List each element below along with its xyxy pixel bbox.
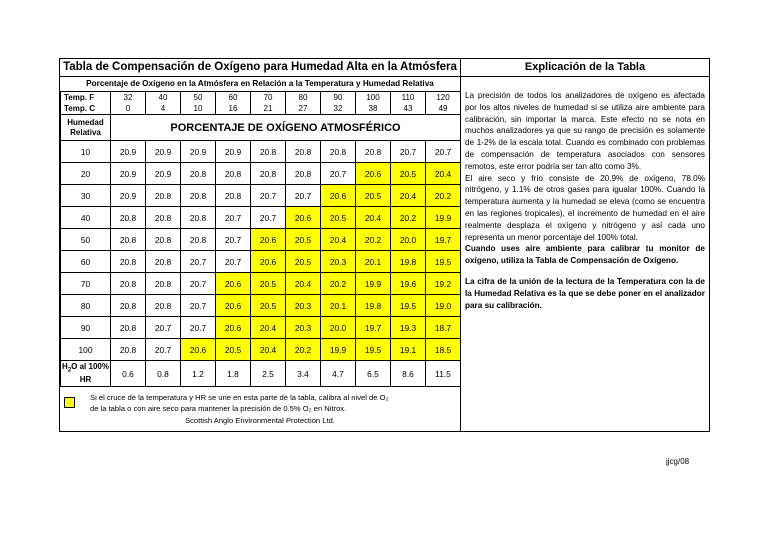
oxygen-compensation-table (60, 91, 461, 387)
oxygen-value-cell: 18.7 (426, 317, 461, 339)
oxygen-value-cell: 20.6 (181, 339, 216, 361)
oxygen-value-cell: 20.5 (216, 339, 251, 361)
explanation-paragraph-1: La precisión de todos los analizadores de oxígeno es afectada por los altos niveles de humedad si se utiliza aire ambiente para calibración, sin importar la marca. Este efecto no se nota en muchos analizadores ya que su rango de precisión es solamente de 1-2% de la escala total. Cuando es combinado con problemas de compensación de temperatura asociados con sensores remotos, este error podría ser tan alto como 3%. (465, 91, 705, 171)
oxygen-value-cell: 20.7 (181, 251, 216, 273)
temp-c-cell: 4 (146, 103, 181, 115)
explanation-paragraph-4: La cifra de la unión de la lectura de la Temperatura con la de la Humedad Relativa es la que se debe poner en el analizador para su calibración. (465, 276, 705, 310)
organization-credit: Scottish Anglo Environmental Protection Ltd. (185, 416, 335, 425)
temp-f-cell: 40 (146, 92, 181, 104)
oxygen-value-cell: 19.5 (426, 251, 461, 273)
oxygen-value-cell: 20.9 (111, 163, 146, 185)
oxygen-value-cell: 20.7 (216, 251, 251, 273)
oxygen-value-cell: 20.8 (216, 163, 251, 185)
oxygen-value-cell: 20.9 (146, 163, 181, 185)
legend-text-line2: de la tabla o con aire seco para mantener la precisión de 0.5% O₂ en Nitrox. (90, 404, 347, 413)
table-row (61, 185, 461, 207)
temp-c-cell: 43 (391, 103, 426, 115)
h2o-label (61, 361, 111, 387)
oxygen-value-cell: 20.2 (356, 229, 391, 251)
oxygen-value-cell: 20.5 (286, 251, 321, 273)
oxygen-value-cell: 20.8 (111, 207, 146, 229)
oxygen-value-cell: 20.8 (356, 141, 391, 163)
temp-c-cell: 38 (356, 103, 391, 115)
oxygen-value-cell: 19.5 (356, 339, 391, 361)
oxygen-value-cell: 20.6 (251, 251, 286, 273)
oxygen-value-cell: 19.9 (356, 273, 391, 295)
oxygen-value-cell: 20.7 (216, 229, 251, 251)
header-row (61, 115, 461, 141)
temp-f-cell: 100 (356, 92, 391, 104)
oxygen-value-cell: 20.4 (356, 207, 391, 229)
oxygen-value-cell: 20.2 (426, 185, 461, 207)
oxygen-value-cell: 20.0 (391, 229, 426, 251)
legend (60, 390, 460, 431)
oxygen-value-cell: 20.8 (216, 185, 251, 207)
oxygen-value-cell: 20.8 (111, 273, 146, 295)
temp-c-cell: 21 (251, 103, 286, 115)
oxygen-value-cell: 19.8 (391, 251, 426, 273)
temp-f-cell: 50 (181, 92, 216, 104)
oxygen-value-cell: 20.5 (251, 273, 286, 295)
oxygen-value-cell: 20.4 (251, 339, 286, 361)
temp-f-cell: 60 (216, 92, 251, 104)
h2o-value-cell: 11.5 (426, 361, 461, 387)
temp-c-label: Temp. C (61, 103, 111, 115)
compensation-sheet (59, 58, 710, 432)
oxygen-value-cell: 20.4 (426, 163, 461, 185)
oxygen-value-cell: 20.2 (321, 273, 356, 295)
oxygen-value-cell: 20.8 (181, 229, 216, 251)
oxygen-value-cell: 20.6 (216, 295, 251, 317)
oxygen-value-cell: 20.1 (321, 295, 356, 317)
oxygen-value-cell: 20.8 (146, 251, 181, 273)
oxygen-value-cell: 20.8 (181, 163, 216, 185)
oxygen-value-cell: 20.8 (181, 185, 216, 207)
oxygen-value-cell: 20.8 (286, 163, 321, 185)
oxygen-value-cell: 20.8 (111, 295, 146, 317)
temp-c-cell: 10 (181, 103, 216, 115)
table-row (61, 229, 461, 251)
oxygen-value-cell: 20.8 (146, 273, 181, 295)
oxygen-value-cell: 18.5 (426, 339, 461, 361)
page-title: Tabla de Compensación de Oxígeno para Humedad Alta en la Atmósfera (60, 59, 460, 77)
oxygen-value-cell: 20.8 (111, 229, 146, 251)
table-row (61, 295, 461, 317)
oxygen-value-cell: 20.8 (181, 207, 216, 229)
oxygen-value-cell: 19.7 (426, 229, 461, 251)
temp-f-cell: 70 (251, 92, 286, 104)
humidity-cell: 100 (61, 339, 111, 361)
h2o-value-cell: 2.5 (251, 361, 286, 387)
oxygen-value-cell: 20.9 (146, 141, 181, 163)
oxygen-value-cell: 20.6 (286, 207, 321, 229)
temp-f-label: Temp. F (61, 92, 111, 104)
oxygen-value-cell: 20.3 (286, 317, 321, 339)
oxygen-value-cell: 20.4 (391, 185, 426, 207)
temp-f-cell: 110 (391, 92, 426, 104)
h2o-value-cell: 4.7 (321, 361, 356, 387)
oxygen-value-cell: 20.7 (146, 339, 181, 361)
temp-c-row (61, 103, 461, 115)
temp-c-cell: 32 (321, 103, 356, 115)
table-row (61, 141, 461, 163)
humidity-cell: 40 (61, 207, 111, 229)
h2o-label-rest: O al 100% HR (71, 361, 109, 385)
oxygen-value-cell: 20.6 (321, 185, 356, 207)
oxygen-value-cell: 20.5 (286, 229, 321, 251)
h2o-value-cell: 8.6 (391, 361, 426, 387)
oxygen-value-cell: 20.8 (111, 251, 146, 273)
explanation-body (465, 90, 705, 311)
explanation-paragraph-2: El aire seco y frío consiste de 20.9% de oxígeno, 78.0% nitrógeno, y 1.1% de otros gases para igualar 100%. Cuando la temperatura aumenta y la humedad se eleva (como se encuentra en las regiones tropicales), el incremento de humedad en el aire realmente desplaza el oxígeno y nitrógeno y así cada uno representa un menor porcentaje del 100% total. (465, 173, 705, 242)
table-subtitle: Porcentaje de Oxígeno en la Atmósfera en Relación a la Temperatura y Humedad Relativa (60, 77, 460, 92)
oxygen-value-cell: 19.6 (391, 273, 426, 295)
oxygen-value-cell: 20.6 (216, 317, 251, 339)
h2o-value-cell: 0.6 (111, 361, 146, 387)
table-row (61, 251, 461, 273)
oxygen-value-cell: 20.7 (426, 141, 461, 163)
oxygen-value-cell: 19.7 (356, 317, 391, 339)
oxygen-value-cell: 20.8 (146, 207, 181, 229)
oxygen-value-cell: 20.7 (146, 317, 181, 339)
temp-c-cell: 16 (216, 103, 251, 115)
temp-f-cell: 90 (321, 92, 356, 104)
explanation-panel (461, 59, 709, 431)
humidity-header: Humedad Relativa (61, 115, 111, 141)
oxygen-value-cell: 19.5 (391, 295, 426, 317)
oxygen-value-cell: 19.0 (426, 295, 461, 317)
oxygen-value-cell: 20.9 (111, 141, 146, 163)
oxygen-value-cell: 20.7 (391, 141, 426, 163)
oxygen-value-cell: 20.7 (181, 295, 216, 317)
oxygen-value-cell: 19.9 (321, 339, 356, 361)
oxygen-value-cell: 20.6 (216, 273, 251, 295)
oxygen-value-cell: 19.8 (356, 295, 391, 317)
oxygen-value-cell: 20.9 (216, 141, 251, 163)
temp-f-cell: 120 (426, 92, 461, 104)
temp-f-row (61, 92, 461, 104)
humidity-cell: 30 (61, 185, 111, 207)
oxygen-value-cell: 20.2 (391, 207, 426, 229)
oxygen-value-cell: 20.8 (286, 141, 321, 163)
oxygen-value-cell: 20.8 (251, 163, 286, 185)
h2o-label-sub: 2 (67, 367, 72, 374)
oxygen-value-cell: 20.7 (251, 207, 286, 229)
humidity-cell: 70 (61, 273, 111, 295)
humidity-cell: 80 (61, 295, 111, 317)
table-row (61, 273, 461, 295)
oxygen-value-cell: 20.7 (181, 273, 216, 295)
oxygen-value-cell: 20.0 (321, 317, 356, 339)
oxygen-value-cell: 20.7 (181, 317, 216, 339)
oxygen-value-cell: 20.8 (146, 185, 181, 207)
explanation-title: Explicación de la Tabla (461, 59, 709, 77)
oxygen-value-cell: 19.3 (391, 317, 426, 339)
oxygen-value-cell: 20.7 (286, 185, 321, 207)
h2o-row (61, 361, 461, 387)
oxygen-value-cell: 20.2 (286, 339, 321, 361)
table-row (61, 163, 461, 185)
oxygen-value-cell: 20.8 (321, 141, 356, 163)
oxygen-value-cell: 20.3 (321, 251, 356, 273)
humidity-cell: 60 (61, 251, 111, 273)
oxygen-value-cell: 20.7 (216, 207, 251, 229)
oxygen-value-cell: 20.1 (356, 251, 391, 273)
temp-c-cell: 27 (286, 103, 321, 115)
oxygen-value-cell: 20.8 (111, 317, 146, 339)
oxygen-value-cell: 20.3 (286, 295, 321, 317)
temp-c-cell: 0 (111, 103, 146, 115)
oxygen-value-cell: 20.8 (251, 141, 286, 163)
legend-swatch (64, 397, 75, 408)
h2o-value-cell: 1.2 (181, 361, 216, 387)
oxygen-value-cell: 19.1 (391, 339, 426, 361)
table-row (61, 339, 461, 361)
temp-f-cell: 32 (111, 92, 146, 104)
oxygen-value-cell: 20.7 (251, 185, 286, 207)
oxygen-value-cell: 20.5 (251, 295, 286, 317)
oxygen-value-cell: 20.4 (286, 273, 321, 295)
temp-f-cell: 80 (286, 92, 321, 104)
oxygen-value-cell: 20.6 (251, 229, 286, 251)
oxygen-value-cell: 20.9 (111, 185, 146, 207)
oxygen-value-cell: 20.8 (146, 229, 181, 251)
oxygen-value-cell: 19.2 (426, 273, 461, 295)
h2o-label-h: H (62, 361, 68, 371)
humidity-cell: 90 (61, 317, 111, 339)
oxygen-value-cell: 19.9 (426, 207, 461, 229)
table-panel (60, 59, 461, 431)
oxygen-value-cell: 20.8 (111, 339, 146, 361)
table-row (61, 207, 461, 229)
humidity-cell: 50 (61, 229, 111, 251)
oxygen-value-cell: 20.6 (356, 163, 391, 185)
oxygen-percentage-header: PORCENTAJE DE OXÍGENO ATMOSFÉRICO (111, 115, 461, 141)
explanation-paragraph-3: Cuando uses aire ambiente para calibrar tu monitor de oxígeno, utiliza la Tabla de Compensación de Oxígeno. (465, 244, 705, 266)
oxygen-value-cell: 20.7 (321, 163, 356, 185)
oxygen-value-cell: 20.5 (321, 207, 356, 229)
signature: jjcg/08 (666, 457, 690, 466)
oxygen-value-cell: 20.4 (251, 317, 286, 339)
oxygen-value-cell: 20.4 (321, 229, 356, 251)
humidity-cell: 20 (61, 163, 111, 185)
oxygen-value-cell: 20.9 (181, 141, 216, 163)
humidity-cell: 10 (61, 141, 111, 163)
oxygen-value-cell: 20.5 (356, 185, 391, 207)
h2o-value-cell: 3.4 (286, 361, 321, 387)
h2o-value-cell: 0.8 (146, 361, 181, 387)
table-row (61, 317, 461, 339)
h2o-value-cell: 6.5 (356, 361, 391, 387)
oxygen-value-cell: 20.5 (391, 163, 426, 185)
h2o-value-cell: 1.8 (216, 361, 251, 387)
oxygen-value-cell: 20.8 (146, 295, 181, 317)
legend-text-line1: Si el cruce de la temperatura y HR se une en esta parte de la tabla, calibra al nivel de O₂ (90, 393, 389, 402)
temp-c-cell: 49 (426, 103, 461, 115)
